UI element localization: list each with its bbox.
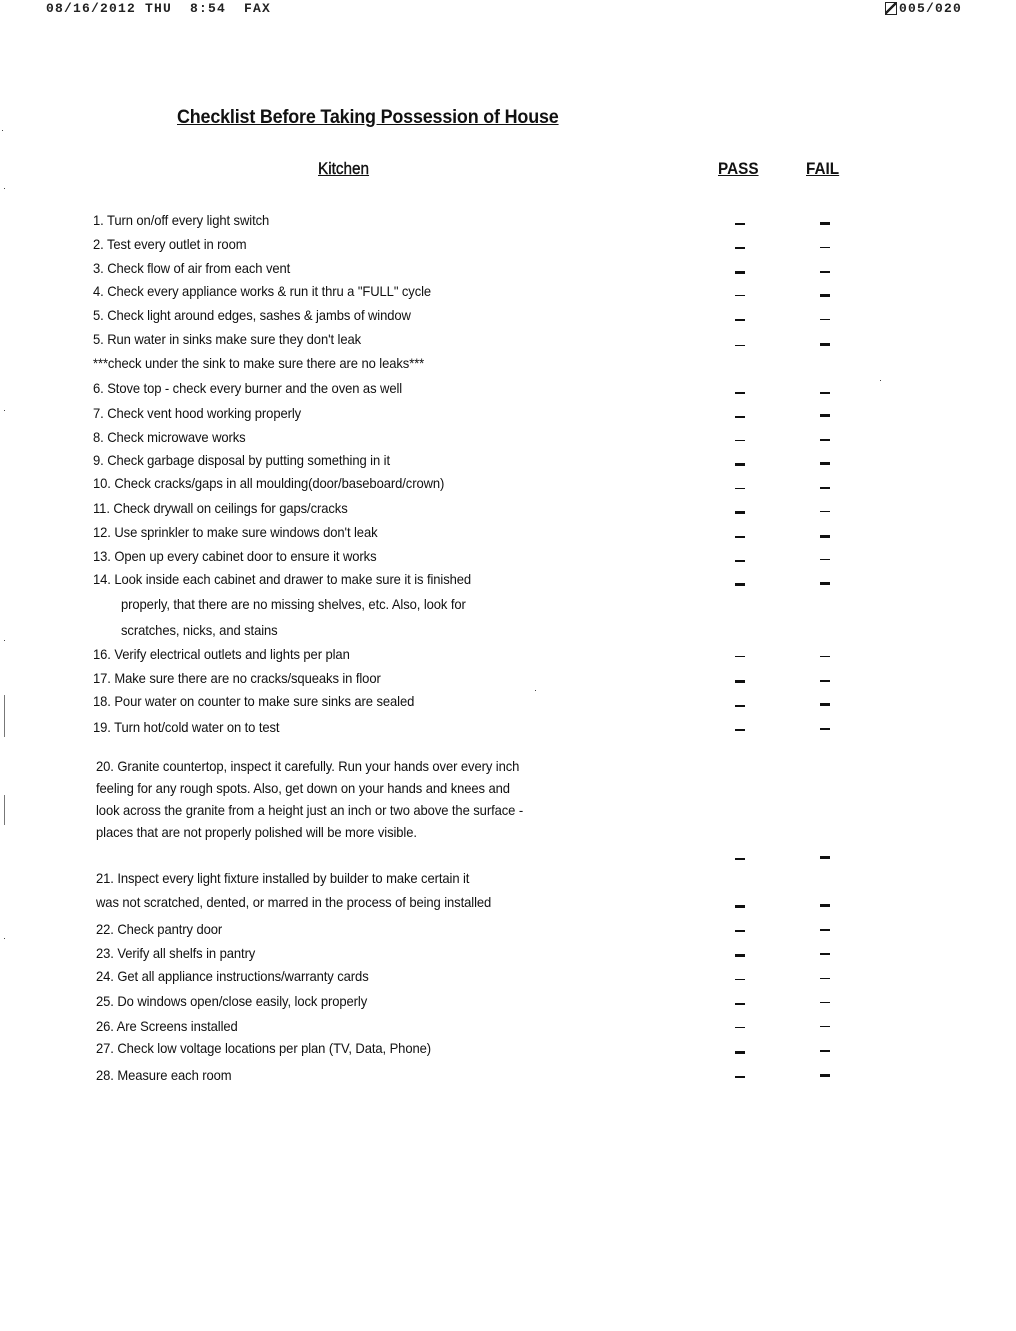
fail-mark xyxy=(820,703,830,706)
pass-mark xyxy=(735,511,745,514)
scan-artifact xyxy=(4,410,5,411)
pass-mark xyxy=(735,440,745,441)
fail-mark xyxy=(820,271,830,273)
pass-mark xyxy=(735,1027,745,1028)
checklist-item: 14. Look inside each cabinet and drawer to make sure it is finished xyxy=(93,571,472,587)
fail-mark xyxy=(820,1050,830,1052)
checklist-item: 21. Inspect every light fixture installed by builder to make certain it xyxy=(96,870,470,886)
checklist-item: 13. Open up every cabinet door to ensure it works xyxy=(93,548,377,564)
checklist-item: 4. Check every appliance works & run it thru a "FULL" cycle xyxy=(93,283,432,299)
pass-mark xyxy=(735,247,745,249)
pass-mark xyxy=(735,705,745,707)
checklist-item-continued: feeling for any rough spots. Also, get down on your hands and knees and xyxy=(96,780,510,796)
fax-check-icon xyxy=(885,2,897,15)
pass-mark xyxy=(735,345,745,346)
pass-mark xyxy=(735,271,745,274)
fail-mark xyxy=(820,582,830,585)
fail-mark xyxy=(820,978,830,979)
checklist-item: 5. Run water in sinks make sure they don't leak xyxy=(93,331,362,347)
pass-mark xyxy=(735,583,745,586)
pass-mark xyxy=(735,1051,745,1054)
pass-mark xyxy=(735,729,745,731)
column-header-pass: PASS xyxy=(718,159,759,178)
fail-mark xyxy=(820,728,830,730)
checklist-item: 11. Check drywall on ceilings for gaps/cracks xyxy=(93,500,348,516)
pass-mark xyxy=(735,905,745,908)
checklist-item-continued: scratches, nicks, and stains xyxy=(121,622,278,638)
checklist-item: 22. Check pantry door xyxy=(96,921,223,937)
pass-mark xyxy=(735,536,745,538)
fail-mark xyxy=(820,680,830,682)
column-header-fail: FAIL xyxy=(806,159,840,178)
fail-mark xyxy=(820,294,830,297)
fax-page-number: 005/020 xyxy=(899,1,963,16)
fax-page-counter xyxy=(885,1,962,16)
pass-mark xyxy=(735,463,745,466)
fail-mark xyxy=(820,487,830,489)
pass-mark xyxy=(735,560,745,562)
pass-mark xyxy=(735,979,745,980)
pass-mark xyxy=(735,223,745,225)
fail-mark xyxy=(820,319,830,320)
scan-artifact xyxy=(2,130,3,131)
pass-mark xyxy=(735,930,745,932)
document-title: Checklist Before Taking Possession of House xyxy=(177,106,559,128)
fail-mark xyxy=(820,511,830,512)
fax-timestamp: 08/16/2012 THU 8:54 FAX xyxy=(46,1,272,16)
fax-header xyxy=(0,0,1016,20)
section-heading-kitchen: Kitchen xyxy=(318,159,370,178)
fail-mark xyxy=(820,462,830,465)
fail-mark xyxy=(820,343,830,346)
checklist-note: ***check under the sink to make sure there are no leaks*** xyxy=(93,355,425,371)
fail-mark xyxy=(820,953,830,955)
pass-mark xyxy=(735,319,745,321)
pass-mark xyxy=(735,954,745,957)
checklist-item: 6. Stove top - check every burner and the oven as well xyxy=(93,380,403,396)
pass-mark xyxy=(735,680,745,683)
checklist-item: 2. Test every outlet in room xyxy=(93,236,247,252)
scan-artifact xyxy=(535,690,536,691)
fail-mark xyxy=(820,856,830,859)
checklist-item-continued: places that are not properly polished will be more visible. xyxy=(96,824,417,840)
checklist-item: 27. Check low voltage locations per plan (TV, Data, Phone) xyxy=(96,1040,432,1056)
fail-mark xyxy=(820,1002,830,1003)
pass-mark xyxy=(735,488,745,489)
checklist-item: 16. Verify electrical outlets and lights per plan xyxy=(93,646,350,662)
pass-mark xyxy=(735,656,745,657)
checklist-item: 9. Check garbage disposal by putting something in it xyxy=(93,452,390,468)
fail-mark xyxy=(820,1074,830,1077)
checklist-item: 23. Verify all shelfs in pantry xyxy=(96,945,256,961)
scan-artifact xyxy=(4,938,5,939)
fail-mark xyxy=(820,656,830,657)
scan-artifact xyxy=(880,380,881,381)
fail-mark xyxy=(820,929,830,931)
pass-mark xyxy=(735,295,745,296)
pass-mark xyxy=(735,1003,745,1005)
scan-artifact xyxy=(4,188,5,189)
fail-mark xyxy=(820,439,830,441)
checklist-item: 10. Check cracks/gaps in all moulding(door/baseboard/crown) xyxy=(93,475,445,491)
checklist-item-continued: was not scratched, dented, or marred in the process of being installed xyxy=(96,894,492,910)
fail-mark xyxy=(820,392,830,394)
scan-artifact xyxy=(4,640,5,641)
checklist-item: 25. Do windows open/close easily, lock properly xyxy=(96,993,368,1009)
fail-mark xyxy=(820,535,830,538)
checklist-item: 1. Turn on/off every light switch xyxy=(93,212,270,228)
pass-mark xyxy=(735,858,745,860)
checklist-item: 7. Check vent hood working properly xyxy=(93,405,302,421)
fail-mark xyxy=(820,247,830,248)
checklist-item-continued: look across the granite from a height just an inch or two above the surface - xyxy=(96,802,524,818)
pass-mark xyxy=(735,392,745,394)
checklist-item: 26. Are Screens installed xyxy=(96,1018,238,1034)
fail-mark xyxy=(820,559,830,560)
fail-mark xyxy=(820,1026,830,1027)
fail-mark xyxy=(820,222,830,225)
checklist-item: 18. Pour water on counter to make sure sinks are sealed xyxy=(93,693,415,709)
checklist-item: 20. Granite countertop, inspect it carefully. Run your hands over every inch xyxy=(96,758,520,774)
checklist-item: 17. Make sure there are no cracks/squeaks in floor xyxy=(93,670,381,686)
pass-mark xyxy=(735,416,745,418)
checklist-item: 8. Check microwave works xyxy=(93,429,246,445)
checklist-item: 24. Get all appliance instructions/warranty cards xyxy=(96,968,369,984)
fail-mark xyxy=(820,904,830,907)
checklist-item: 28. Measure each room xyxy=(96,1067,232,1083)
pass-mark xyxy=(735,1076,745,1078)
checklist-item: 12. Use sprinkler to make sure windows don't leak xyxy=(93,524,378,540)
scan-artifact xyxy=(4,695,5,737)
checklist-item-continued: properly, that there are no missing shelves, etc. Also, look for xyxy=(121,596,466,612)
checklist-item: 3. Check flow of air from each vent xyxy=(93,260,291,276)
checklist-item: 5. Check light around edges, sashes & jambs of window xyxy=(93,307,411,323)
scan-artifact xyxy=(4,795,5,825)
checklist-item: 19. Turn hot/cold water on to test xyxy=(93,719,280,735)
fail-mark xyxy=(820,414,830,417)
